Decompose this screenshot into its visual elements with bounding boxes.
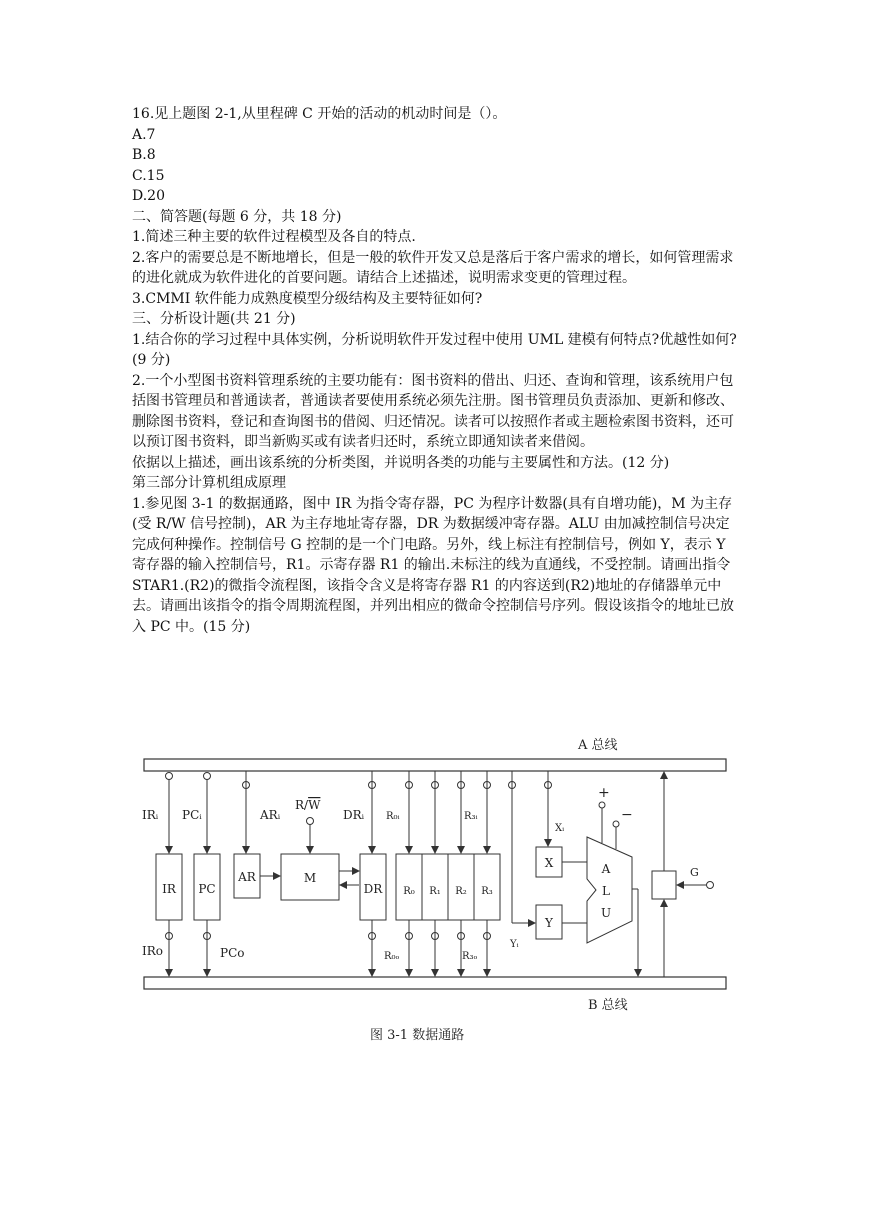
xy-latches [509, 771, 588, 950]
figure-caption: 图 3-1 数据通路 [370, 1028, 465, 1043]
pc-label: PC [198, 882, 216, 896]
ir-in-signal: IRᵢ [142, 808, 159, 822]
option-c: C.15 [132, 167, 165, 184]
alu-letter-l: L [602, 884, 610, 898]
dr-column [343, 771, 386, 976]
g-signal: G [690, 866, 699, 879]
alu-minus-signal: − [621, 807, 633, 823]
general-registers [384, 771, 500, 976]
y-in-signal: Yᵢ [510, 939, 519, 950]
x-label: X [544, 856, 554, 870]
option-a: A.7 [132, 126, 156, 143]
alu-plus-signal: + [598, 785, 610, 801]
r3-label: R₃ [481, 886, 493, 897]
dr-label: DR [363, 882, 383, 896]
alu-letter-u: U [600, 906, 612, 920]
bus-a-label: A 总线 [578, 738, 618, 753]
memory-label: M [303, 871, 317, 885]
ar-label: AR [238, 870, 256, 884]
option-b: B.8 [132, 147, 156, 163]
section-2-heading: 二、简答题(每题 6 分，共 18 分) [132, 208, 342, 225]
bus-b-label: B 总线 [588, 998, 628, 1013]
part-3-heading: 第三部分计算机组成原理 [132, 475, 286, 491]
x-in-signal: Xᵢ [555, 823, 565, 834]
r0-out-signal: R₀ₒ [384, 951, 400, 962]
section-2-item-3: 3.CMMI 软件能力成熟度模型分级结构及主要特征如何? [132, 290, 483, 307]
section-2-item-2: 2.客户的需要总是不断地增长，但是一般的软件开发又总是落后于客户需求的增长，如何管理需求的进化就成为软件进化的首要问题。请结合上述描述，说明需求变更的管理过程。 [132, 249, 734, 286]
r1-label: R₁ [429, 886, 441, 897]
bus-b [144, 977, 726, 1013]
ir-out-signal: IRo [142, 944, 163, 958]
ar-column [234, 771, 281, 898]
rw-signal: R/W [295, 798, 321, 812]
part-3-item-1: 1.参见图 3-1 的数据通路，图中 IR 为指令寄存器，PC 为程序计数器(具有自增功能)，M 为主存(受 R/W 信号控制)，AR 为主存地址寄存器，DR 为数据缓冲寄存器。ALU 由加减控制信号决定完成何种操作。控制信号 G 控制的是一个门电路。另外，线上标注有控制信号，例如 Y，表示 Y 寄存器的输入控制信号，R1。示寄存器 R1 的输出.未标注的线为直通线，不受控制。请画出指令 STAR1.(R2)的微指令流程图，该指令含义是将寄存器 R1 的内容送到(R2)地址的存储器单元中去。请画出该指令的指令周期流程图，并列出相应的微命令控制信号序列。假设该指令的地址已放入 PC 中。(15 分) [132, 495, 734, 635]
question-16-stem: 16.见上题图 2-1,从里程碑 C 开始的活动的机动时间是（）。 [132, 106, 507, 122]
dr-in-signal: DRᵢ [343, 808, 365, 822]
pc-out-signal: PCo [220, 946, 245, 960]
g-gate [652, 772, 714, 977]
r2-label: R₂ [455, 886, 467, 897]
option-d: D.20 [132, 188, 165, 204]
section-3-item-1: 1.结合你的学习过程中具体实例，分析说明软件开发过程中使用 UML 建模有何特点?优越性如何?(9 分) [132, 331, 737, 368]
data-path-figure [138, 733, 738, 1053]
data-path-diagram [138, 733, 738, 1053]
bus-a [144, 737, 726, 771]
section-3-heading: 三、分析设计题(共 21 分) [132, 311, 296, 327]
r0-label: R₀ [403, 886, 415, 897]
r3-in-signal: R₃ᵢ [464, 811, 478, 822]
ar-in-signal: ARᵢ [260, 808, 281, 822]
y-label: Y [545, 916, 553, 930]
alu-letter-a: A [601, 862, 611, 876]
section-3-item-2: 2.一个小型图书资料管理系统的主要功能有：图书资料的借出、归还、查询和管理，该系统用户包括图书管理员和普通读者，普通读者要使用系统必须先注册。图书管理员负责添加、更新和修改、删除图书资料，登记和查询图书的借阅、归还情况。读者可以按照作者或主题检索图书资料，还可以预订图书资料，即当新购买或有读者归还时，系统立即通知读者来借阅。 [132, 372, 734, 450]
r3-out-signal: R₃ₒ [462, 951, 478, 962]
alu [587, 785, 638, 976]
r0-in-signal: R₀ᵢ [386, 811, 400, 822]
question-text [132, 104, 742, 637]
section-2-item-1: 1.简述三种主要的软件过程模型及各自的特点. [132, 229, 416, 245]
ir-column [142, 773, 182, 977]
gate-g [652, 871, 676, 899]
ir-label: IR [162, 882, 176, 896]
pc-in-signal: PCᵢ [182, 808, 202, 822]
section-3-item-3: 依据以上描述，画出该系统的分析类图，并说明各类的功能与主要属性和方法。(12 分) [132, 454, 670, 471]
